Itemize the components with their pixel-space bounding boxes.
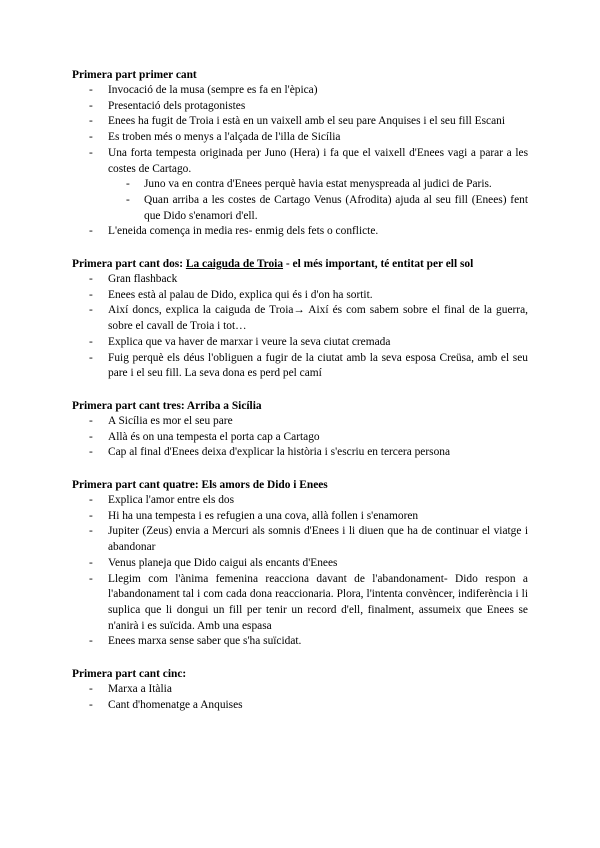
bullet-dash: - — [89, 414, 93, 427]
bullet-dash: - — [126, 178, 130, 191]
list-item-text: Gran flashback — [108, 273, 178, 286]
bullet-dash: - — [89, 131, 93, 144]
bullet-dash: - — [89, 635, 93, 648]
bullet-dash: - — [89, 84, 93, 96]
list-item-text: Jupiter (Zeus) envia a Mercuri als somnis d'Enees i li diuen que ha de continuar el viatge i abandonar — [108, 525, 528, 554]
bullet-dash: - — [89, 146, 93, 159]
section-cant-2 — [72, 256, 528, 382]
sub-list-item-text: Quan arriba a les costes de Cartago Venus (Afrodita) ajuda al seu fill (Enees) fent que Dido s'enamori d'ell. — [144, 193, 528, 222]
list-item-text: Allà és on una tempesta el porta cap a Cartago — [108, 430, 320, 443]
bullet-list — [72, 493, 528, 650]
section-cant-4 — [72, 477, 528, 650]
bullet-list — [72, 414, 528, 461]
bullet-dash: - — [89, 525, 93, 538]
list-item-text: Fuig perquè els déus l'obliguen a fugir de la ciutat amb la seva esposa Creüsa, amb el seu pare i el seu fill. La seva dona es perd pel camí — [108, 351, 528, 380]
list-item — [72, 524, 528, 555]
list-item — [72, 83, 528, 99]
heading-suffix: - el més important, té entitat per ell sol — [283, 258, 474, 271]
bullet-dash: - — [89, 430, 93, 443]
list-item-text: Cant d'homenatge a Anquises — [108, 698, 243, 711]
bullet-dash: - — [89, 509, 93, 522]
list-item — [72, 272, 528, 288]
section-heading: Primera part cant tres: Arriba a Sicília — [72, 399, 262, 412]
bullet-dash: - — [89, 683, 93, 696]
bullet-dash: - — [126, 193, 130, 206]
bullet-dash: - — [89, 335, 93, 348]
list-item-text: Es troben més o menys a l'alçada de l'illa de Sicília — [108, 131, 341, 144]
section-heading: Primera part cant cinc: — [72, 668, 187, 681]
section-cant-3 — [72, 398, 528, 461]
bullet-dash: - — [89, 225, 93, 238]
bullet-list — [72, 83, 528, 240]
sub-list-item — [72, 177, 528, 193]
list-item — [72, 99, 528, 115]
list-item — [72, 682, 528, 698]
bullet-list — [72, 682, 528, 713]
list-item — [72, 634, 528, 650]
list-item-text: Cap al final d'Enees deixa d'explicar la història i s'escriu en tercera persona — [108, 446, 451, 459]
bullet-dash: - — [89, 556, 93, 569]
bullet-dash: - — [89, 288, 93, 301]
bullet-list — [72, 272, 528, 382]
sub-bullet-list — [108, 177, 528, 224]
list-item — [72, 288, 528, 304]
sub-list-item — [72, 193, 528, 224]
list-item — [72, 146, 528, 225]
list-item — [72, 224, 528, 240]
bullet-dash: - — [89, 99, 93, 112]
list-item — [72, 335, 528, 351]
heading-underlined: La caiguda de Troia — [185, 258, 284, 271]
list-item-text: Invocació de la musa (sempre es fa en l'èpica) — [108, 84, 318, 96]
bullet-dash: - — [89, 273, 93, 286]
list-item — [72, 445, 528, 461]
list-item-text: A Sicília es mor el seu pare — [108, 414, 233, 427]
list-item-text: Enees marxa sense saber que s'ha suïcidat. — [108, 635, 302, 648]
bullet-dash: - — [89, 572, 93, 585]
section-heading — [72, 256, 528, 272]
list-item — [72, 303, 528, 334]
bullet-dash: - — [89, 446, 93, 459]
list-item — [72, 114, 528, 130]
list-item-text: Una forta tempesta originada per Juno (Hera) i fa que el vaixell d'Enees vagi a parar a les costes de Cartago. — [108, 146, 528, 175]
list-item — [72, 130, 528, 146]
list-item-text: Venus planeja que Dido caigui als encants d'Enees — [108, 556, 338, 569]
section-heading: Primera part cant quatre: Els amors de Dido i Enees — [72, 479, 328, 492]
list-item-text: Llegim com l'ànima femenina reacciona davant de l'abandonament- Dido respon a l'abandonament tal i com cada dona reaccionaria. Plora, l'intenta convèncer, indiferència i li suplica que li dongui un fill per tenir un record d'ell, finalment, assumeix que Enees se n'anirà i es suïcida. Amb una espasa — [108, 572, 528, 632]
section-cant-5 — [72, 666, 528, 713]
list-item — [72, 414, 528, 430]
list-item-text: Marxa a Itàlia — [108, 683, 172, 696]
bullet-dash: - — [89, 698, 93, 711]
bullet-dash: - — [89, 351, 93, 364]
sub-list-item-text: Juno va en contra d'Enees perquè havia estat menyspreada al judici de Paris. — [144, 178, 492, 191]
list-item — [72, 430, 528, 446]
list-item-text: Presentació dels protagonistes — [108, 99, 246, 112]
list-item — [72, 509, 528, 525]
list-item — [72, 572, 528, 635]
section-cant-1 — [72, 67, 528, 240]
list-item-text: Explica l'amor entre els dos — [108, 494, 235, 507]
section-heading: Primera part primer cant — [72, 69, 197, 81]
list-item-text: Hi ha una tempesta i es refugien a una cova, allà follen i s'enamoren — [108, 509, 419, 522]
list-item — [72, 698, 528, 714]
bullet-dash: - — [89, 304, 93, 317]
list-item — [72, 556, 528, 572]
list-item-text: Enees ha fugit de Troia i està en un vaixell amb el seu pare Anquises i el seu fill Escani — [108, 115, 505, 128]
list-item — [72, 351, 528, 382]
heading-prefix: Primera part cant dos: — [72, 258, 186, 271]
list-item-text: Així doncs, explica la caiguda de Troia→ Així és com sabem sobre el final de la guerra, sobre el cavall de Troia i tot… — [108, 304, 528, 333]
list-item-text: Explica que va haver de marxar i veure la seva ciutat cremada — [108, 335, 391, 348]
list-item — [72, 493, 528, 509]
list-item-text: Enees està al palau de Dido, explica qui és i d'on ha sortit. — [108, 288, 373, 301]
bullet-dash: - — [89, 115, 93, 128]
bullet-dash: - — [89, 494, 93, 507]
list-item-text: L'eneida comença in media res- enmig dels fets o conflicte. — [108, 225, 379, 238]
